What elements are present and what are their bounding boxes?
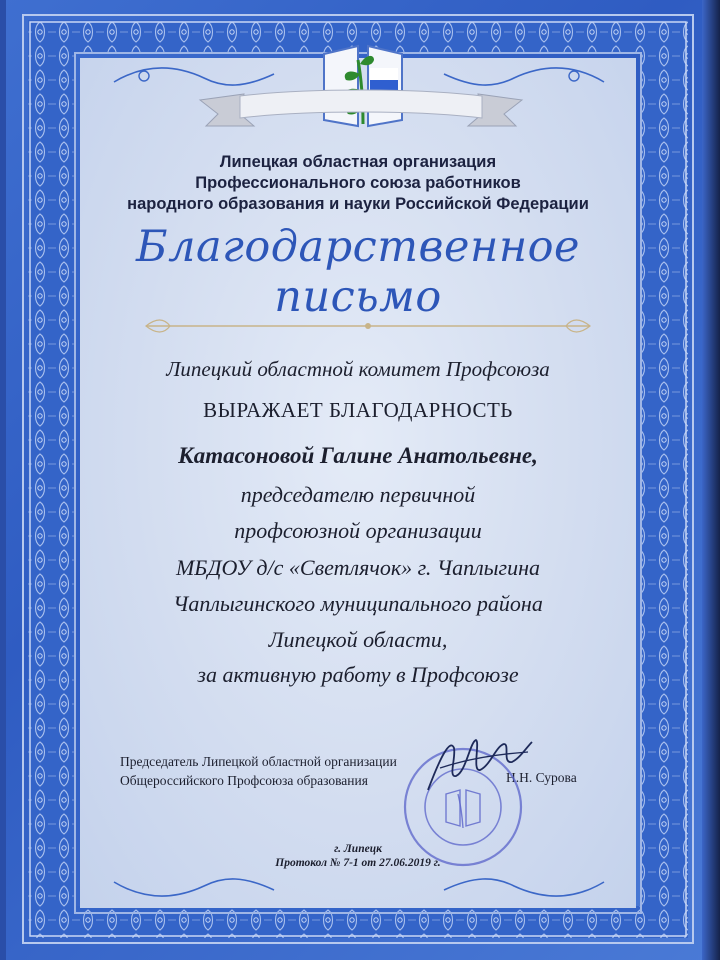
recipient-name: Катасоновой Галине Анатольевне,	[178, 443, 538, 468]
recipient-role-line-4: Чаплыгинского муниципального района	[173, 591, 543, 616]
divider-ornament-icon	[136, 314, 600, 338]
sheet-edge-left	[0, 0, 6, 960]
organization-line-1: Липецкая областная организация	[219, 153, 497, 171]
organization-line-3: народного образования и науки Российской Федерации	[127, 195, 589, 213]
ribbon-banner-icon	[196, 86, 526, 136]
recipient-role-line-2: профсоюзной организации	[234, 518, 482, 543]
certificate-title: Благодарственное письмо	[136, 222, 580, 322]
reason-line: за активную работу в Профсоюзе	[197, 662, 519, 687]
signer-position-line-1: Председатель Липецкой областной организации	[120, 754, 397, 769]
signer-position	[120, 752, 397, 790]
committee-line: Липецкий областной комитет Профсоюза	[166, 357, 550, 381]
recipient-role-line-1: председателю первичной	[240, 482, 476, 507]
signer-position-line-2: Общероссийского Профсоюза образования	[120, 773, 368, 788]
recipient-role-line-3: МБДОУ д/с «Светлячок» г. Чаплыгина	[175, 555, 541, 580]
organization-line-2: Профессионального союза работников	[195, 174, 521, 192]
footer-city: г. Липецк	[334, 843, 382, 855]
recipient-role-line-5: Липецкой области,	[268, 627, 448, 652]
footer-protocol: Протокол № 7-1 от 27.06.2019 г.	[275, 857, 441, 869]
expresses-gratitude: ВЫРАЖАЕТ БЛАГОДАРНОСТЬ	[203, 398, 513, 422]
bottom-scroll-ornament	[104, 872, 614, 904]
signature-icon	[420, 728, 540, 798]
signer-name: Н.Н. Сурова	[506, 770, 577, 785]
sheet-edge-shadow	[702, 0, 720, 960]
organization-name	[80, 152, 636, 215]
